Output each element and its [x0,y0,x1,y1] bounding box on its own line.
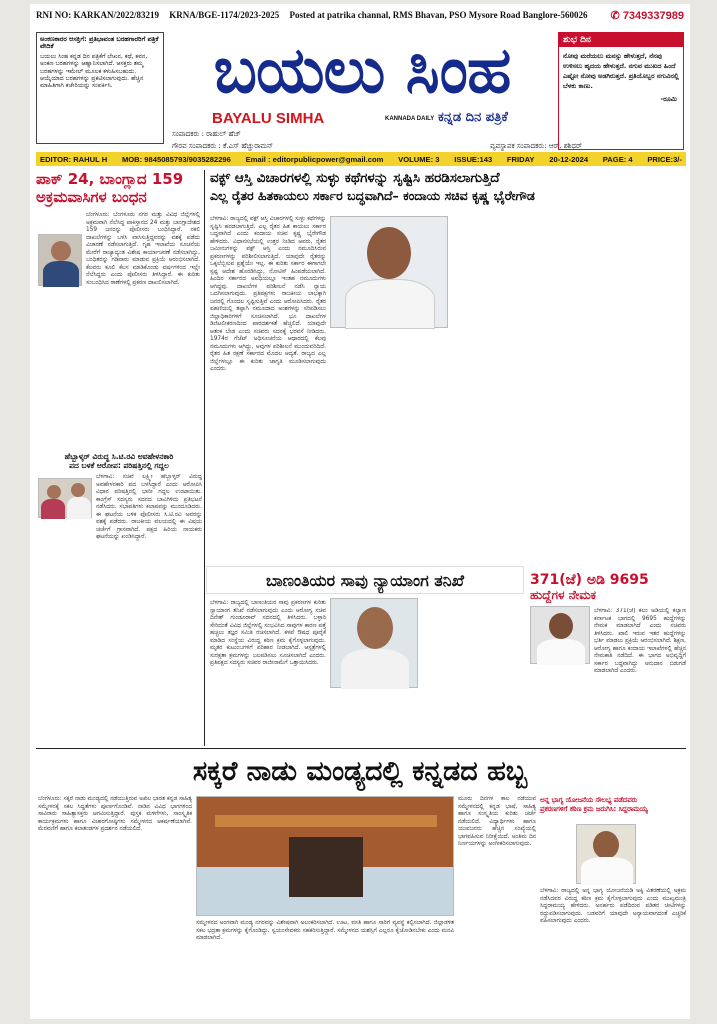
kannada-daily-label: KANNADA DAILY [385,116,435,122]
krna-number: KRNA/BGE-1174/2023-2025 [169,10,280,20]
siddaramaiah-photo [576,824,636,884]
bangalore-police-photo [38,234,82,286]
section-divider [36,748,686,749]
lead-body-col-3 [452,216,570,556]
story-pak-bangla-body-2 [38,292,200,452]
managing-editor: ವ್ಯವಸ್ಥಾಪಕ ಸಂಪಾದಕರು: ಆರ್. ಶಶಿಧರ್ [490,142,582,150]
mandya-building-photo [196,796,454,916]
story-371j-headline: 371(ಜೆ) ಅಡಿ 9695 [530,572,649,588]
minister-photo [530,606,590,664]
story-pak-bangla-headline: ಪಾಕ್ 24, ಬಾಂಗ್ಲಾದ 159 ಅಕ್ರಮವಾಸಿಗಳ ಬಂಧನ [36,170,184,206]
column-divider [204,170,205,746]
story-anna-bhagya-body: ಬೆಳಗಾವಿ: ರಾಜ್ಯದಲ್ಲಿ ಅನ್ನ ಭಾಗ್ಯ ಯೋಜನೆಯಡಿ ಅಕ್ಕಿ ವಿತರಣೆಯಲ್ಲಿ ಅಕ್ರಮ ನಡೆಸಿದವರ ವಿರುದ್ಧ ಕಠಿಣ ಕ್ರಮ ಕೈಗೊಳ್ಳಲಾಗುವುದು ಎಂದು ಮುಖ್ಯಮಂತ್ರಿ ಸಿದ್ದರಾಮಯ್ಯ ಹೇಳಿದರು. ಅನರ್ಹರು ಪಡೆದಿರುವ ಪಡಿತರ ಚೀಟಿಗಳನ್ನು ರದ್ದುಪಡಿಸಲಾಗುವುದು. ಬಡವರಿಗೆ ಯಾವುದೇ ಅನ್ಯಾಯವಾಗದಂತೆ ಎಚ್ಚರಿಕೆ ವಹಿಸಲಾಗುವುದು ಎಂದರು. [540,888,686,924]
mandya-sahitya-headline: ಸಕ್ಕರೆ ನಾಡು ಮಂಡ್ಯದಲ್ಲಿ ಕನ್ನಡದ ಹಬ್ಬ [192,756,528,787]
strip-mobile: MOB: 9845085793/9035282296 [121,154,231,164]
advisor-name: ಗೌರವ ಸಂಪಾದಕರು : ಕೆ.ಎಸ್ ಹೆಚ್ಚುರಾಮನ್ [172,142,274,150]
strip-email: Email : editorpublicpower@gmail.com [245,154,384,164]
mandya-body-col-1: ಬೆಂಗಳೂರು: ಸಕ್ಕರೆ ನಾಡು ಮಂಡ್ಯದಲ್ಲಿ ನಡೆಯುತ್ತಿರುವ ಅಖಿಲ ಭಾರತ ಕನ್ನಡ ಸಾಹಿತ್ಯ ಸಮ್ಮೇಳನಕ್ಕೆ ಸಕಲ ಸಿದ್ಧತೆಗಳು ಪೂರ್ಣಗೊಂಡಿವೆ. ನಾಡಿನ ವಿವಿಧ ಭಾಗಗಳಿಂದ ಸಾವಿರಾರು ಸಾಹಿತ್ಯಾಸಕ್ತರು ಆಗಮಿಸುತ್ತಿದ್ದಾರೆ. ಪುಸ್ತಕ ಮಳಿಗೆಗಳು, ಸಾಂಸ್ಕೃತಿಕ ಕಾರ್ಯಕ್ರಮಗಳು ಹಾಗೂ ವಿಚಾರಗೋಷ್ಠಿಗಳು ಸಮ್ಮೇಳನದ ಆಕರ್ಷಣೆಯಾಗಿವೆ. ಮೆರವಣಿಗೆ ಹಾಗೂ ಕಲಾತಂಡಗಳ ಪ್ರದರ್ಶನ ನಡೆಯಲಿದೆ. [38,796,192,832]
dinesh-gundurao-photo [330,598,418,688]
story-hebbalkar-body: ಬೆಳಗಾವಿ: ಸಚಿವೆ ಲಕ್ಷ್ಮೀ ಹೆಬ್ಬಾಳ್ಕರ್ ವಿರುದ್ಧ ಅವಹೇಳನಕಾರಿ ಪದ ಬಳಸಿದ್ದಾರೆ ಎಂದು ಆರೋಪಿಸಿ ವಿಧಾನ ಪರಿಷತ್ತಿನಲ್ಲಿ ಭಾರೀ ಗದ್ದಲ ಉಂಟಾಯಿತು. ಕಾಂಗ್ರೆಸ್ ಸದಸ್ಯರು ಸದನದ ಬಾವಿಗಿಳಿದು ಪ್ರತಿಭಟನೆ ನಡೆಸಿದರು. ಸಭಾಪತಿಗಳು ಕಲಾಪವನ್ನು ಮುಂದೂಡಿದರು. ಈ ಘಟನೆಯ ಬಳಿಕ ಪೊಲೀಸರು ಸಿ.ಟಿ.ರವಿ ಅವರನ್ನು ವಶಕ್ಕೆ ಪಡೆದರು. ರಾಜಕೀಯ ವಲಯದಲ್ಲಿ ಈ ವಿಷಯ ಚರ್ಚೆಗೆ ಗ್ರಾಸವಾಗಿದೆ. ಪಕ್ಷದ ಹಿರಿಯ ನಾಯಕರು ಘಟನೆಯನ್ನು ಖಂಡಿಸಿದ್ದಾರೆ. [96,474,202,540]
story-maternal-deaths-headline: ಬಾಣಂತಿಯರ ಸಾವು ನ್ಯಾಯಾಂಗ ತನಿಖೆ [206,566,524,594]
hebbalkar-photo [38,478,92,518]
notice-title: ಅಂಕಣಕಾರರ ಆಸಕ್ತಿಗೆ: ಪ್ರತಿಭಾವಂತ ಬರಹಗಾರರಿಗೆ ಪತ್ರಿಕೆ ವೇದಿಕೆ [40,35,159,51]
thought-of-day-box [558,32,684,150]
strip-date: 20-12-2024 [549,154,589,164]
strip-editor: EDITOR: RAHUL H [40,154,108,164]
rni-number: RNI NO: KARKAN/2022/83219 [36,10,159,20]
strip-issue: ISSUE:143 [454,154,493,164]
strip-price: PRICE:3/- [647,154,682,164]
thought-text: ನೋವು ಮರೆಯಲು ಮನಸ್ಸು ಹೇಳುತ್ತದೆ, ನೆನಪು ಉಳಿಸಲು ಹೃದಯ ಹೇಳುತ್ತದೆ. ನಗುವ ಮುಖದ ಹಿಂದೆ ಎಷ್ಟೋ ನೋವು ಅಡಗಿರುತ್ತದೆ. ಪ್ರತಿಯೊಬ್ಬರ ನಗುವಿನಲ್ಲಿ ಬೆಳಕು ಕಾಣು. [563,52,679,90]
editorial-board [172,142,582,151]
lead-body-col-2 [330,334,448,556]
lead-body-col-4 [574,216,686,556]
story-maternal-deaths-body: ಬೆಳಗಾವಿ: ರಾಜ್ಯದಲ್ಲಿ ಬಾಣಂತಿಯರ ಸಾವು ಪ್ರಕರಣಗಳ ಕುರಿತು ನ್ಯಾಯಾಂಗ ತನಿಖೆ ನಡೆಸಲಾಗುವುದು ಎಂದು ಆರೋಗ್ಯ ಸಚಿವ ದಿನೇಶ್ ಗುಂಡೂರಾವ್ ಸದನದಲ್ಲಿ ತಿಳಿಸಿದರು. ಬಳ್ಳಾರಿ ಸೇರಿದಂತೆ ವಿವಿಧ ಜಿಲ್ಲೆಗಳಲ್ಲಿ ಸಂಭವಿಸಿದ ಸಾವುಗಳ ಕಾರಣ ಪತ್ತೆ ಹಚ್ಚಲು ತಜ್ಞರ ಸಮಿತಿ ರಚಿಸಲಾಗಿದೆ. ಕಳಪೆ ಔಷಧ ಪೂರೈಕೆ ಮಾಡಿದ ಸಂಸ್ಥೆಯ ವಿರುದ್ಧ ಕಠಿಣ ಕ್ರಮ ಕೈಗೊಳ್ಳಲಾಗುವುದು. ಮೃತರ ಕುಟುಂಬಗಳಿಗೆ ಪರಿಹಾರ ನೀಡಲಾಗಿದೆ. ಆಸ್ಪತ್ರೆಗಳಲ್ಲಿ ಸುರಕ್ಷತಾ ಕ್ರಮಗಳನ್ನು ಬಲಪಡಿಸಲು ಸೂಚಿಸಲಾಗಿದೆ ಎಂದರು. ಪ್ರತಿಪಕ್ಷದ ಸದಸ್ಯರು ಸಚಿವರ ರಾಜೀನಾಮೆಗೆ ಒತ್ತಾಯಿಸಿದರು. [210,600,326,666]
krishna-byregowda-photo [330,216,448,328]
story-anna-bhagya-headline: ಅನ್ನ ಭಾಗ್ಯ ಯೋಜನೆಯ ಸೌಲಭ್ಯ ಪಡೆದವರು ಪ್ರಕರಣಗಳಿಗೆ ಕಠಿಣ ಕ್ರಮ ಜರುಗಿಸಿ: ಸಿದ್ದರಾಮಯ್ಯ [540,796,648,813]
lead-headline-2: ಎಲ್ಲ ರೈತರ ಹಿತಕಾಯಲು ಸರ್ಕಾರ ಬದ್ಧವಾಗಿದೆ– ಕಂದಾಯ ಸಚಿವ ಕೃಷ್ಣ ಭೈರೇಗೌಡ [210,188,535,203]
strip-day: FRIDAY [506,154,535,164]
lead-body-col-1: ಬೆಳಗಾವಿ: ರಾಜ್ಯದಲ್ಲಿ ವಕ್ಫ್ ಆಸ್ತಿ ವಿಚಾರಗಳಲ್ಲಿ ಸುಳ್ಳು ಕಥೆಗಳನ್ನು ಸೃಷ್ಟಿಸಿ ಹರಡಲಾಗುತ್ತಿದೆ. ಎಲ್ಲ ರೈತರ ಹಿತ ಕಾಯಲು ಸರ್ಕಾರ ಬದ್ಧವಾಗಿದೆ ಎಂದು ಕಂದಾಯ ಸಚಿವ ಕೃಷ್ಣ ಭೈರೇಗೌಡ ಹೇಳಿದರು. ವಿಧಾನಸಭೆಯಲ್ಲಿ ಉತ್ತರ ನೀಡಿದ ಅವರು, ರೈತರ ಜಮೀನುಗಳನ್ನು ವಕ್ಫ್ ಆಸ್ತಿ ಎಂದು ನಮೂದಿಸಿರುವ ಪ್ರಕರಣಗಳನ್ನು ಪರಿಶೀಲಿಸಲಾಗುತ್ತಿದೆ. ಯಾವುದೇ ರೈತರನ್ನು ಒಕ್ಕಲೆಬ್ಬಿಸುವ ಪ್ರಶ್ನೆಯೇ ಇಲ್ಲ. ಈ ಕುರಿತು ಸರ್ಕಾರ ಈಗಾಗಲೇ ಸ್ಪಷ್ಟ ಆದೇಶ ಹೊರಡಿಸಿದ್ದು, ನೋಟಿಸ್ ಹಿಂಪಡೆಯಲಾಗಿದೆ. ಹಿಂದಿನ ಸರ್ಕಾರದ ಅವಧಿಯಲ್ಲೂ ಇಂತಹ ನಮೂದುಗಳು ಆಗಿದ್ದವು. ದಾಖಲೆಗಳ ಪರಿಶೀಲನೆ ನಡೆಸಿ ನ್ಯಾಯ ಒದಗಿಸಲಾಗುವುದು. ಪ್ರತಿಪಕ್ಷಗಳು ರಾಜಕೀಯ ಲಾಭಕ್ಕಾಗಿ ಜನರಲ್ಲಿ ಗೊಂದಲ ಸೃಷ್ಟಿಸುತ್ತಿವೆ ಎಂದು ಆರೋಪಿಸಿದರು. ರೈತರ ಪಹಣಿಯಲ್ಲಿ ತಪ್ಪಾಗಿ ನಮೂದಾದ ಅಂಶಗಳನ್ನು ಸರಿಪಡಿಸಲು ಜಿಲ್ಲಾಧಿಕಾರಿಗಳಿಗೆ ಸೂಚಿಸಲಾಗಿದೆ. ಭೂ ದಾಖಲೆಗಳ ಡಿಜಿಟಲೀಕರಣದಿಂದ ಪಾರದರ್ಶಕತೆ ಹೆಚ್ಚಲಿದೆ. ಯಾವುದೇ ಆತಂಕ ಬೇಡ ಎಂದು ಸಚಿವರು ಸದನಕ್ಕೆ ಭರವಸೆ ನೀಡಿದರು. 1974ರ ಗೆಜೆಟ್ ಅಧಿಸೂಚನೆಯ ಆಧಾರದಲ್ಲಿ ಕೆಲವು ನಮೂದುಗಳು ಆಗಿದ್ದು, ಅವುಗಳ ಪರಿಶೀಲನೆ ಮುಂದುವರಿದಿದೆ. ರೈತರ ಹಿತ ರಕ್ಷಣೆ ಸರ್ಕಾರದ ಮೊದಲ ಆದ್ಯತೆ. ರಾಜ್ಯದ ಎಲ್ಲ ಜಿಲ್ಲೆಗಳಲ್ಲೂ ಈ ಕುರಿತು ಜಾಗೃತಿ ಮೂಡಿಸಲಾಗುವುದು ಎಂದರು. [210,216,326,372]
mandya-body-col-2: ಸಮ್ಮೇಳನದ ಅಂಗವಾಗಿ ಮಂಡ್ಯ ನಗರವನ್ನು ವಿಶೇಷವಾಗಿ ಅಲಂಕರಿಸಲಾಗಿದೆ. ಊಟ, ವಸತಿ ಹಾಗೂ ಸಾರಿಗೆ ವ್ಯವಸ್ಥೆ ಕಲ್ಪಿಸಲಾಗಿದೆ. ಜಿಲ್ಲಾಡಳಿತ ಸಕಲ ಭದ್ರತಾ ಕ್ರಮಗಳನ್ನು ಕೈಗೊಂಡಿದ್ದು, ಸ್ವಯಂಸೇವಕರು ಸಹಕರಿಸುತ್ತಿದ್ದಾರೆ. ಸಮ್ಮೇಳನದ ಯಶಸ್ಸಿಗೆ ಎಲ್ಲರೂ ಕೈಜೋಡಿಸಬೇಕು ಎಂದು ಮನವಿ ಮಾಡಲಾಗಿದೆ. [196,920,454,941]
story-hebbalkar-headline: ಹೆಬ್ಬಾಳ್ಕರ್ ವಿರುದ್ಧ ಸಿ.ಟಿ.ರವಿ ಅವಹೇಳನಕಾರಿ ಪದ ಬಳಕೆ ಆರೋಪ: ಪರಿಷತ್ತಿನಲ್ಲಿ ಗದ್ದಲ [64,452,174,470]
notice-text: ಬಯಲು ಸಿಂಹ ಕನ್ನಡ ದಿನ ಪತ್ರಿಕೆಗೆ ಲೇಖನ, ಕಥೆ, ಕವನ, ಅಂಕಣ ಬರಹಗಳನ್ನು ಆಹ್ವಾನಿಸಲಾಗಿದೆ. ಆಸಕ್ತರು ತಮ್ಮ ಬರಹಗಳನ್ನು ಇಮೇಲ್ ಮೂಲಕ ಕಳುಹಿಸಬಹುದು. ಆಯ್ಕೆಯಾದ ಬರಹಗಳನ್ನು ಪ್ರಕಟಿಸಲಾಗುವುದು. ಹೆಚ್ಚಿನ ಮಾಹಿತಿಗಾಗಿ ಕಚೇರಿಯನ್ನು ಸಂಪರ್ಕಿಸಿ. [40,52,148,90]
newspaper-page [30,4,690,1019]
masthead-english: BAYALU SIMHA [212,110,325,127]
thought-title: ಶುಭ ದಿನ [559,33,683,47]
lead-headline-1: ವಕ್ಫ್ ಆಸ್ತಿ ವಿಚಾರಗಳಲ್ಲಿ ಸುಳ್ಳು ಕಥೆಗಳನ್ನು ಸೃಷ್ಟಿಸಿ ಹರಡಿಸಲಾಗುತ್ತಿದೆ [210,170,500,186]
strip-page: PAGE: 4 [602,154,633,164]
mandya-body-col-3: ಮೂರು ದಿನಗಳ ಕಾಲ ನಡೆಯುವ ಸಮ್ಮೇಳನದಲ್ಲಿ ಕನ್ನಡ ಭಾಷೆ, ಸಾಹಿತ್ಯ ಹಾಗೂ ಸಂಸ್ಕೃತಿಯ ಕುರಿತು ಚರ್ಚೆ ನಡೆಯಲಿದೆ. ವಿದ್ಯಾರ್ಥಿಗಳು ಹಾಗೂ ಯುವಜನರು ಹೆಚ್ಚಿನ ಸಂಖ್ಯೆಯಲ್ಲಿ ಭಾಗವಹಿಸುವ ನಿರೀಕ್ಷೆಯಿದೆ. ಅಂತಿಮ ದಿನ ನಿರ್ಣಯಗಳನ್ನು ಅಂಗೀಕರಿಸಲಾಗುವುದು. [458,796,536,847]
masthead-title: ಬಯಲು ಸಿಂಹ [213,34,511,108]
daily-kannada-label: ಕನ್ನಡ ದಿನ ಪತ್ರಿಕೆ [438,110,508,125]
strip-volume: VOLUME: 3 [398,154,440,164]
posting-info: Posted at patrika channal, RMS Bhavan, PSO Mysore Road Banglore-560026 [289,10,588,20]
story-371j-body: ಬೆಳಗಾವಿ: 371(ಜೆ) ಕಲಂ ಅಡಿಯಲ್ಲಿ ಕಲ್ಯಾಣ ಕರ್ನಾಟಕ ಭಾಗದಲ್ಲಿ 9695 ಹುದ್ದೆಗಳನ್ನು ನೇಮಕ ಮಾಡಲಾಗಿದೆ ಎಂದು ಸಚಿವರು ತಿಳಿಸಿದರು. ಖಾಲಿ ಇರುವ ಇತರ ಹುದ್ದೆಗಳನ್ನು ಭರ್ತಿ ಮಾಡಲು ಪ್ರಕ್ರಿಯೆ ಆರಂಭಿಸಲಾಗಿದೆ. ಶಿಕ್ಷಣ, ಆರೋಗ್ಯ ಹಾಗೂ ಕಂದಾಯ ಇಲಾಖೆಗಳಲ್ಲಿ ಹೆಚ್ಚಿನ ನೇಮಕಾತಿ ನಡೆದಿದೆ. ಈ ಭಾಗದ ಅಭಿವೃದ್ಧಿಗೆ ಸರ್ಕಾರ ಬದ್ಧವಾಗಿದ್ದು ಅನುದಾನ ಬಿಡುಗಡೆ ಮಾಡಲಾಗಿದೆ ಎಂದರು. [594,608,686,674]
story-pak-bangla-body: ಬೆಂಗಳೂರು: ಬೆಂಗಳೂರು ನಗರ ಮತ್ತು ವಿವಿಧ ಜಿಲ್ಲೆಗಳಲ್ಲಿ ಅಕ್ರಮವಾಗಿ ನೆಲೆಸಿದ್ದ ಪಾಕಿಸ್ತಾನದ 24 ಮತ್ತು ಬಾಂಗ್ಲಾದೇಶದ 159 ಜನರನ್ನು ಪೊಲೀಸರು ಬಂಧಿಸಿದ್ದಾರೆ. ನಕಲಿ ದಾಖಲೆಗಳನ್ನು ಬಳಸಿ ವಾಸಿಸುತ್ತಿದ್ದವರನ್ನು ವಶಕ್ಕೆ ಪಡೆದು ವಿಚಾರಣೆ ನಡೆಸಲಾಗುತ್ತಿದೆ. ಗೃಹ ಇಲಾಖೆಯ ಸೂಚನೆಯ ಮೇರೆಗೆ ರಾಜ್ಯಾದ್ಯಂತ ವಿಶೇಷ ಕಾರ್ಯಾಚರಣೆ ನಡೆಸಲಾಗಿದ್ದು, ಬಂಧಿತರನ್ನು ಗಡಿಪಾರು ಮಾಡುವ ಪ್ರಕ್ರಿಯೆ ಆರಂಭಿಸಲಾಗಿದೆ. ಕೆಲವರು ಕೂಲಿ ಕೆಲಸ ಮಾಡಿಕೊಂಡು ವರ್ಷಗಳಿಂದ ಇಲ್ಲೇ ನೆಲೆಸಿದ್ದರು ಎಂದು ಪೊಲೀಸರು ತಿಳಿಸಿದ್ದಾರೆ. ಈ ಕುರಿತು ಸಂಬಂಧಿಸಿದ ಠಾಣೆಗಳಲ್ಲಿ ಪ್ರಕರಣ ದಾಖಲಿಸಲಾಗಿದೆ. [86,212,200,286]
registration-line [36,10,686,20]
editor-kannada: ಸಂಪಾದಕರು : ರಾಹುಲ್ ಹೆಚ್ [172,130,241,138]
notice-box [36,32,164,144]
info-strip [36,152,686,166]
phone-icon: ✆ [610,10,620,22]
story-371j-headline-2: ಹುದ್ದೆಗಳ ನೇಮಕ [530,588,597,602]
story-maternal-deaths-body-2 [422,600,524,746]
phone-number: ✆ 7349337989 [610,10,684,22]
thought-author: -ರೂಮಿ [660,95,677,103]
